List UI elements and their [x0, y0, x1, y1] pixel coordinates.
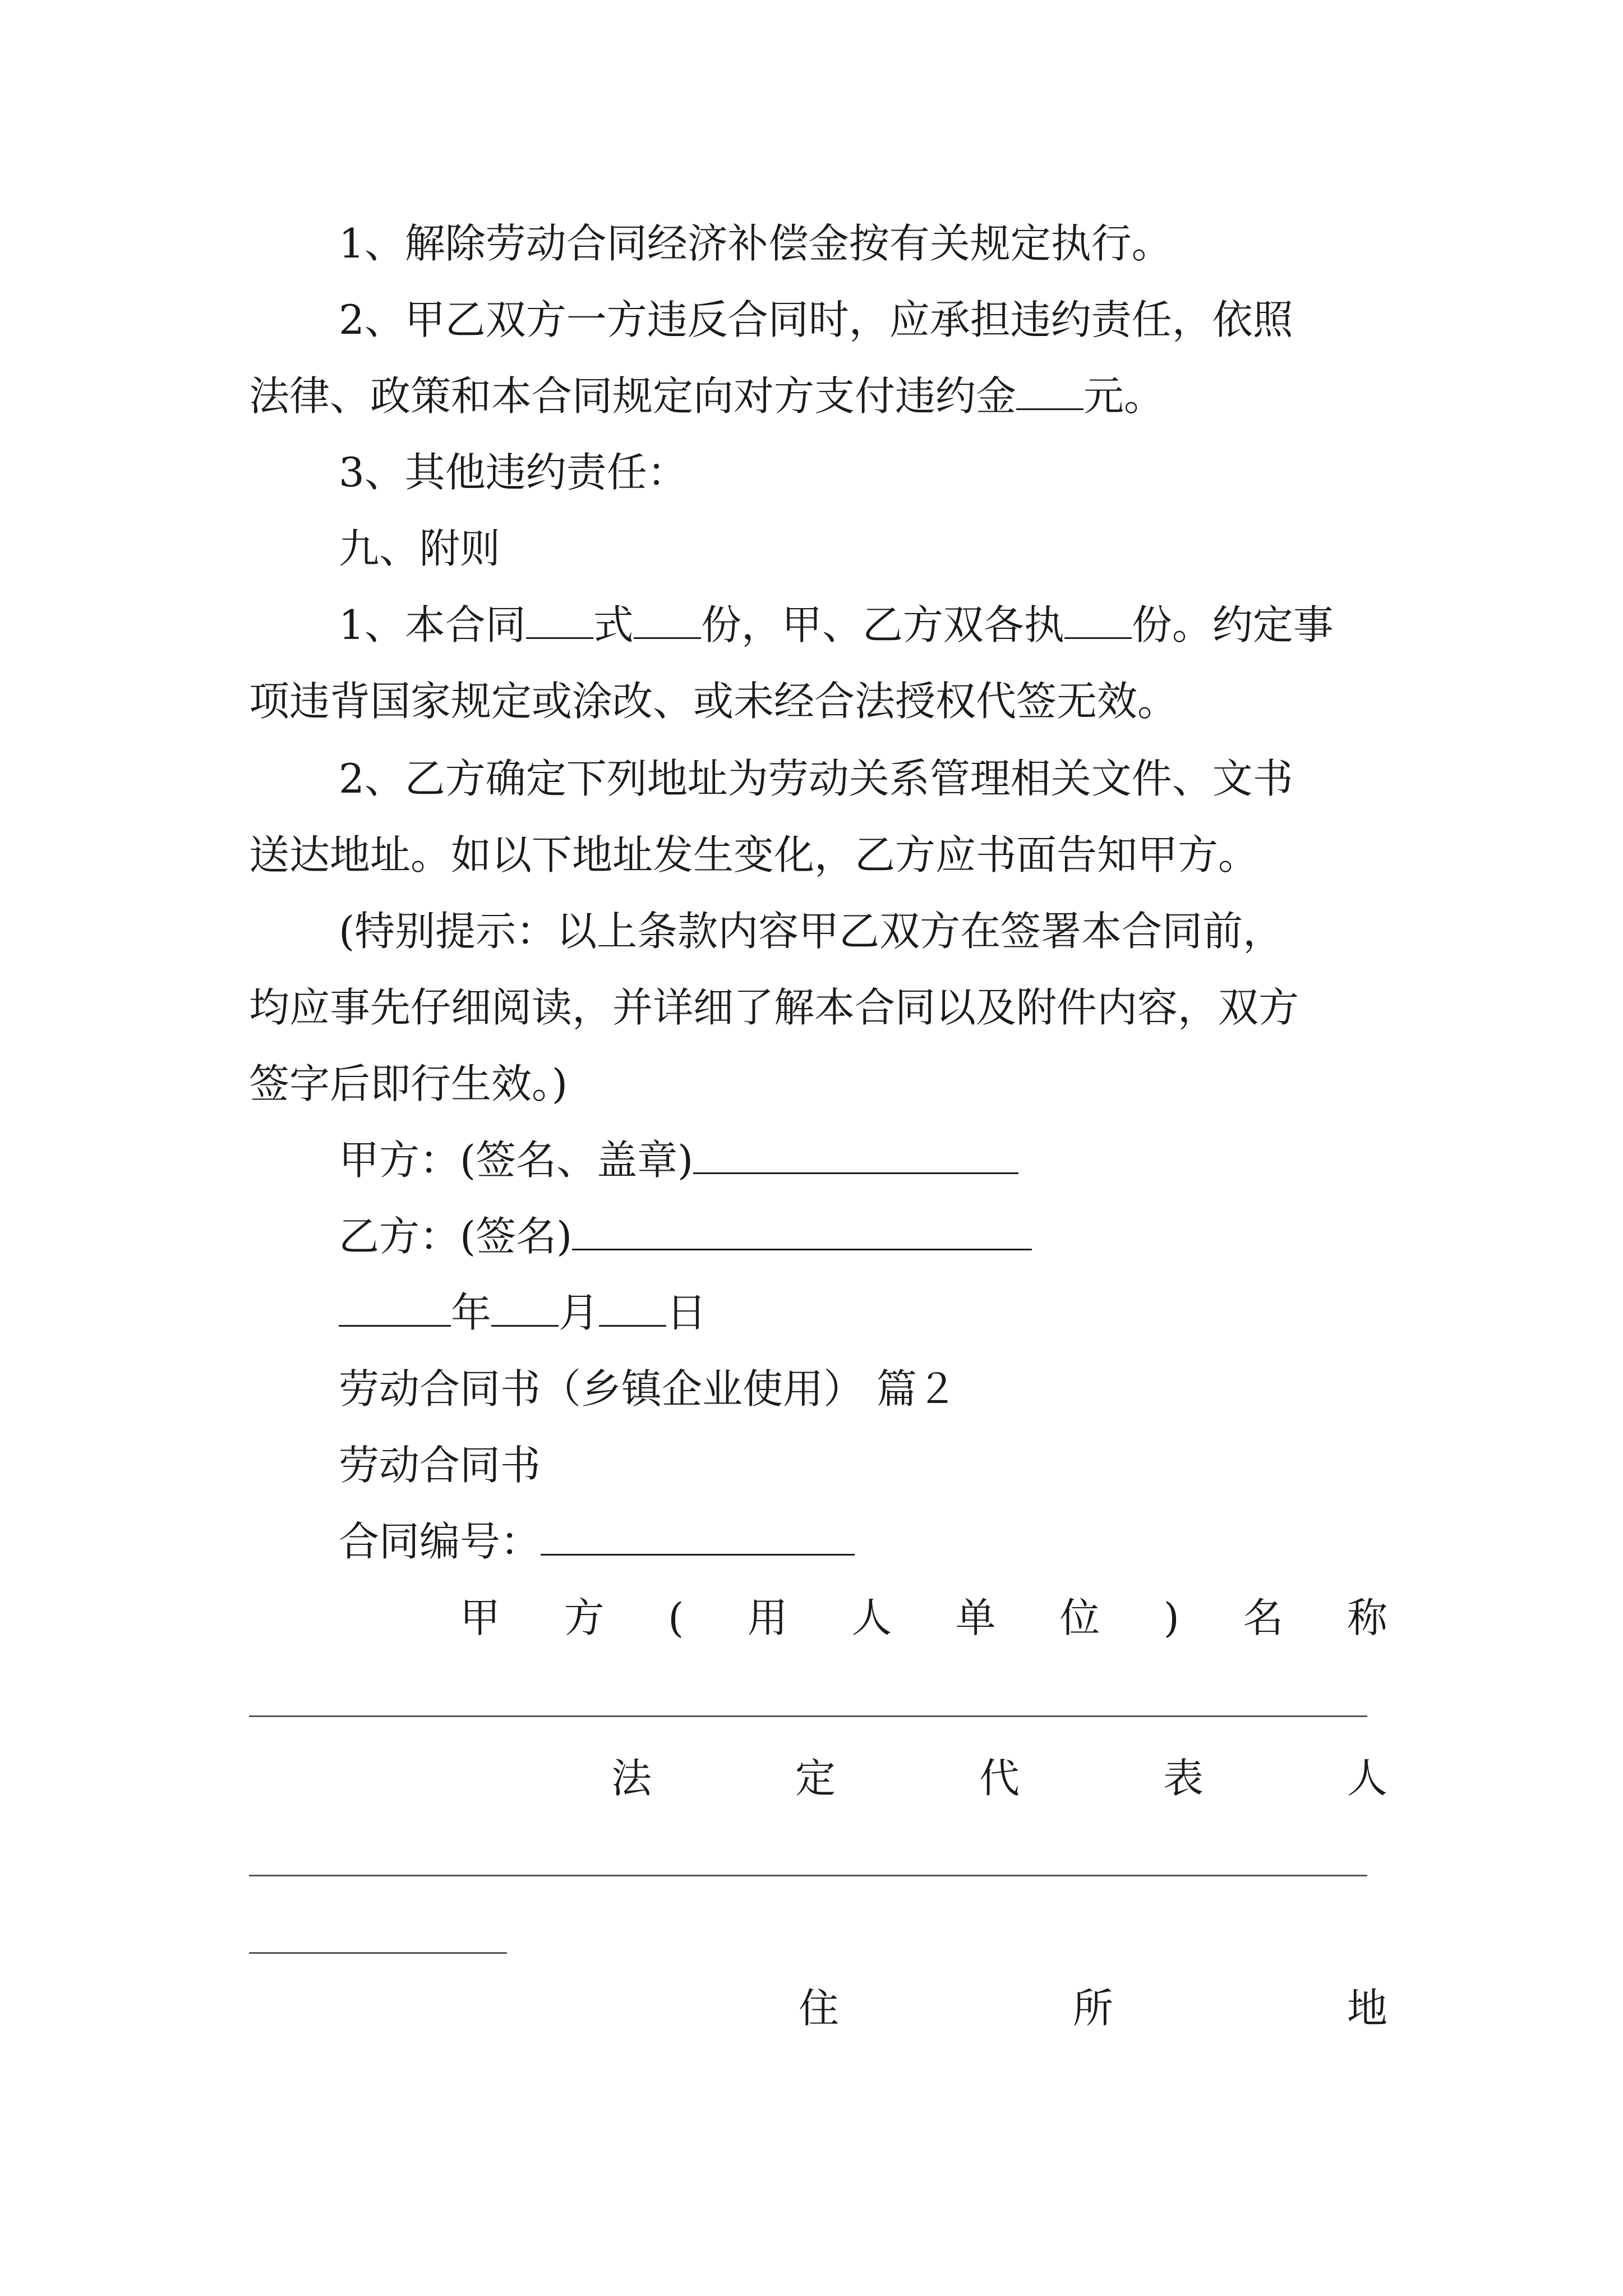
party-b-signature-blank[interactable] — [572, 1213, 1032, 1250]
party-a-name-label: 甲 方 ( 用 人 单 位 ) 名 称 — [460, 1594, 1387, 1641]
contract-number: 合同编号： — [339, 1513, 1387, 1570]
clause-copies-line2: 项违背国家规定或涂改、或未经合法授权代签无效。 — [249, 678, 1178, 725]
special-notice-line2: 均应事先仔细阅读，并详细了解本合同以及附件内容，双方 — [249, 984, 1299, 1031]
legal-representative-blank-cont[interactable] — [249, 1952, 507, 1954]
signature-party-a: 甲方：(签名、盖章) — [339, 1132, 1387, 1188]
clause-breach-line1: 2、甲乙双方一方违反合同时，应承担违约责任，依照 — [339, 296, 1293, 343]
special-notice-line1: (特别提示：以上条款内容甲乙双方在签署本合同前， — [339, 908, 1284, 955]
year-blank[interactable] — [339, 1289, 451, 1327]
contract-number-blank[interactable] — [541, 1518, 855, 1556]
party-a-name-blank[interactable] — [249, 1715, 1367, 1717]
clause-other-breach: 3、其他违约责任： — [339, 449, 688, 496]
address-label: 住 所 地 — [799, 1985, 1387, 2032]
clause-copies-line1: 1、本合同 式 份，甲、乙方双各执 份。约定事 — [339, 601, 1334, 648]
section-heading-supplementary: 九、附则 — [339, 525, 501, 572]
copies-each-blank[interactable] — [1064, 601, 1132, 639]
clause-address-line2: 送达地址。如以下地址发生变化，乙方应书面告知甲方。 — [249, 831, 1259, 878]
party-a-signature-blank[interactable] — [693, 1137, 1018, 1174]
special-notice-line3: 签字后即行生效。) — [249, 1060, 568, 1107]
contract-subtitle: 劳动合同书 — [339, 1442, 541, 1489]
penalty-amount-blank[interactable] — [1016, 372, 1083, 410]
day-blank[interactable] — [599, 1289, 666, 1327]
clause-breach-line2: 法律、政策和本合同规定向对方支付违约金 元。 — [249, 372, 1165, 420]
signature-date: 年 月 日 — [339, 1285, 1387, 1341]
copies-format-blank[interactable] — [526, 601, 593, 639]
month-blank[interactable] — [491, 1289, 559, 1327]
clause-address-line1: 2、乙方确定下列地址为劳动关系管理相关文件、文书 — [339, 755, 1293, 802]
copies-total-blank[interactable] — [634, 601, 701, 639]
legal-representative-label: 法 定 代 表 人 — [611, 1755, 1387, 1802]
signature-party-b: 乙方：(签名) — [339, 1208, 1387, 1264]
legal-representative-blank[interactable] — [249, 1875, 1367, 1876]
clause-compensation: 1、解除劳动合同经济补偿金按有关规定执行。 — [339, 220, 1172, 267]
document-title-part2: 劳动合同书（乡镇企业使用） 篇２ — [339, 1365, 957, 1412]
